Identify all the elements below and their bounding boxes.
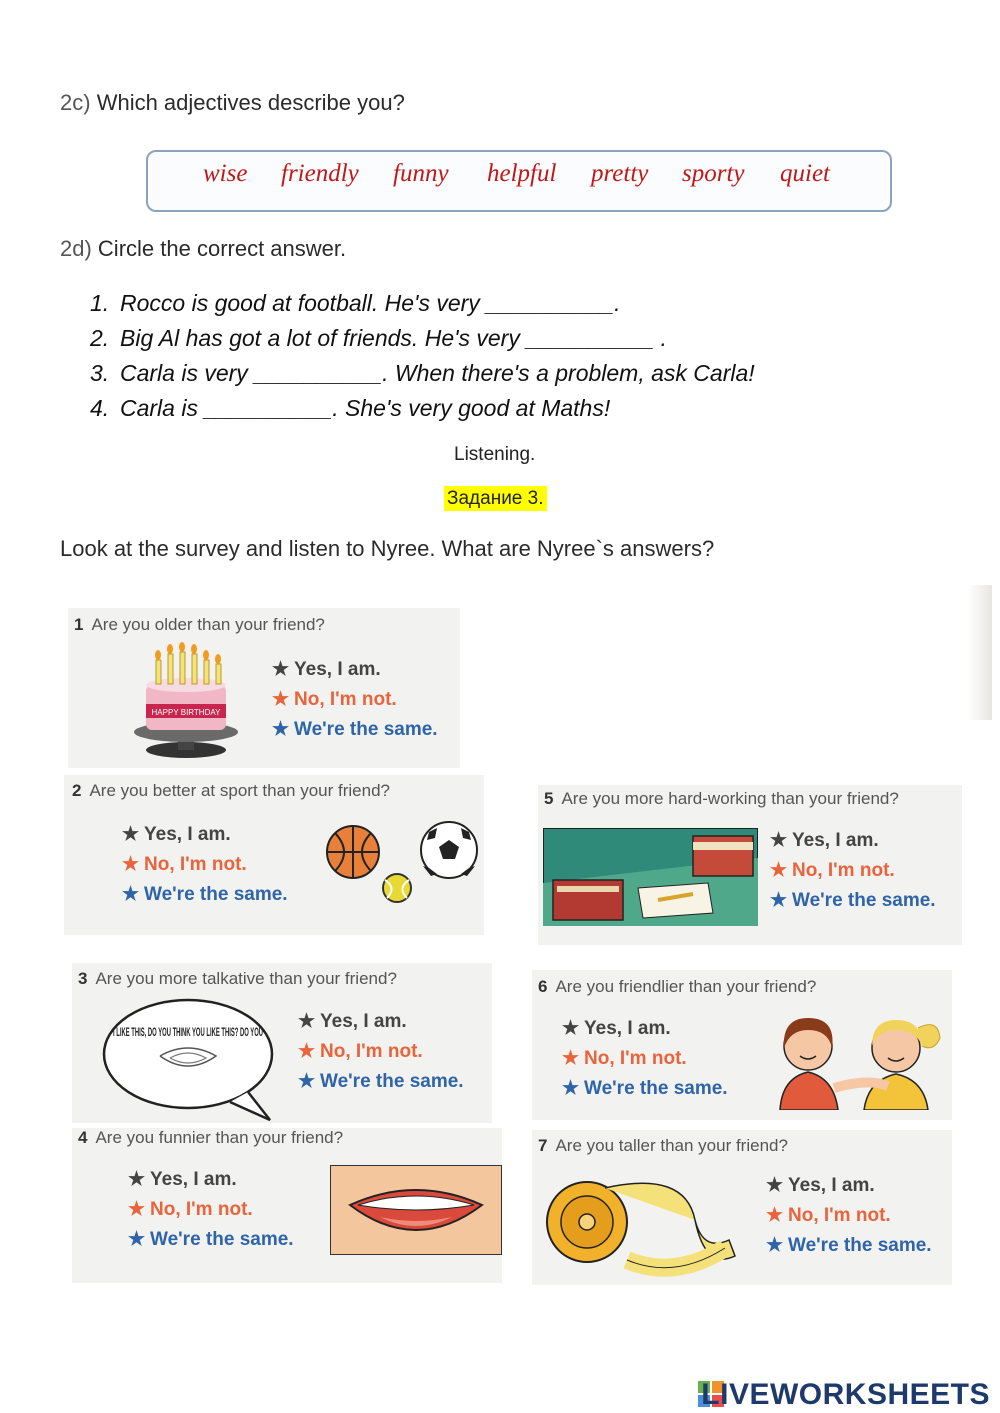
option-yes[interactable]: [128, 1165, 294, 1195]
star-icon: ★: [770, 860, 788, 881]
star-icon: ★: [562, 1048, 580, 1069]
option-label: Yes, I am.: [788, 1175, 875, 1196]
star-icon: ★: [272, 689, 290, 710]
star-icon: ★: [298, 1011, 316, 1032]
survey-options-5: [770, 826, 936, 916]
option-label: Yes, I am.: [144, 824, 231, 845]
birthday-cake-illustration: [128, 640, 248, 768]
star-icon: ★: [128, 1229, 146, 1250]
option-label: No, I'm not.: [294, 689, 397, 710]
option-label: Yes, I am.: [584, 1018, 671, 1039]
option-no[interactable]: [562, 1044, 728, 1074]
section-2d-number: 2d): [60, 236, 92, 261]
star-icon: ★: [562, 1078, 580, 1099]
survey-question-7: [538, 1136, 788, 1156]
question-text[interactable]: Carla is very __________. When there's a problem, ask Carla!: [120, 360, 755, 386]
survey-options-1: [272, 655, 438, 745]
task-label: [444, 488, 547, 510]
survey-question-text: Are you more hard-working than your friend?: [561, 789, 899, 808]
option-no[interactable]: [128, 1195, 294, 1225]
option-same[interactable]: [122, 880, 288, 910]
survey-question-2: [72, 781, 390, 801]
option-yes[interactable]: [562, 1014, 728, 1044]
survey-question-text: Are you funnier than your friend?: [95, 1128, 344, 1147]
question-text[interactable]: Big Al has got a lot of friends. He's very __________ .: [120, 325, 667, 351]
option-label: Yes, I am.: [792, 830, 879, 851]
survey-question-3: [78, 969, 397, 989]
desk-books-illustration: [543, 828, 758, 926]
star-icon: ★: [766, 1235, 784, 1256]
star-icon: ★: [272, 719, 290, 740]
star-icon: ★: [766, 1205, 784, 1226]
adjective-word[interactable]: quiet: [780, 160, 830, 187]
option-yes[interactable]: [122, 820, 288, 850]
option-label: We're the same.: [792, 890, 936, 911]
option-yes[interactable]: [272, 655, 438, 685]
friends-illustration: [768, 1008, 950, 1110]
option-same[interactable]: [770, 886, 936, 916]
option-no[interactable]: [122, 850, 288, 880]
survey-question-1: [74, 615, 325, 635]
question-item: [90, 395, 610, 422]
star-icon: ★: [770, 890, 788, 911]
option-label: We're the same.: [320, 1071, 464, 1092]
option-label: No, I'm not.: [792, 860, 895, 881]
question-number: 3.: [90, 360, 110, 386]
survey-options-7: [766, 1171, 932, 1261]
section-2c-prompt: Which adjectives describe you?: [96, 90, 405, 115]
option-no[interactable]: [298, 1037, 464, 1067]
option-label: No, I'm not.: [150, 1199, 253, 1220]
option-same[interactable]: [562, 1074, 728, 1104]
speech-bubble-illustration: [100, 996, 280, 1124]
question-item: [90, 360, 755, 387]
page-edge-shadow: [968, 585, 992, 720]
survey-number: 7: [538, 1136, 548, 1155]
question-text[interactable]: Carla is __________. She's very good at Maths!: [120, 395, 611, 421]
star-icon: ★: [272, 659, 290, 680]
star-icon: ★: [770, 830, 788, 851]
option-label: We're the same.: [150, 1229, 294, 1250]
option-no[interactable]: [766, 1201, 932, 1231]
option-label: We're the same.: [788, 1235, 932, 1256]
adjective-word[interactable]: friendly: [281, 160, 359, 187]
question-text[interactable]: Rocco is good at football. He's very __________.: [120, 290, 621, 316]
star-icon: ★: [298, 1041, 316, 1062]
question-number: 2.: [90, 325, 110, 351]
survey-number: 6: [538, 977, 548, 996]
section-2d-prompt: Circle the correct answer.: [97, 236, 347, 261]
question-number: 1.: [90, 290, 110, 316]
star-icon: ★: [766, 1175, 784, 1196]
option-yes[interactable]: [766, 1171, 932, 1201]
option-no[interactable]: [770, 856, 936, 886]
option-no[interactable]: [272, 685, 438, 715]
survey-question-5: [544, 789, 899, 809]
survey-question-6: [538, 977, 816, 997]
survey-number: 2: [72, 781, 82, 800]
tape-measure-illustration: [545, 1160, 745, 1285]
option-label: No, I'm not.: [788, 1205, 891, 1226]
brand-name[interactable]: LIVEWORKSHEETS: [701, 1378, 990, 1411]
adjective-word[interactable]: wise: [203, 160, 248, 187]
adjective-word[interactable]: pretty: [591, 160, 649, 187]
section-2c-number: 2c): [60, 90, 91, 115]
question-item: [90, 290, 621, 317]
bubble-text: I LIKE THIS, DO YOU THINK YOU LIKE THIS? DO YOU: [113, 1025, 263, 1039]
option-label: Yes, I am.: [320, 1011, 407, 1032]
survey-question-text: Are you more talkative than your friend?: [95, 969, 397, 988]
section-2c-heading: [60, 90, 405, 116]
star-icon: ★: [122, 884, 140, 905]
listening-instruction: Look at the survey and listen to Nyree. What are Nyree`s answers?: [60, 536, 715, 561]
survey-number: 4: [78, 1128, 88, 1147]
listening-title: Listening.: [454, 444, 536, 465]
option-label: No, I'm not.: [320, 1041, 423, 1062]
survey-options-2: [122, 820, 288, 910]
option-label: We're the same.: [144, 884, 288, 905]
survey-number: 5: [544, 789, 554, 808]
question-number: 4.: [90, 395, 110, 421]
option-label: Yes, I am.: [150, 1169, 237, 1190]
option-same[interactable]: [766, 1231, 932, 1261]
sport-balls-illustration: [325, 818, 485, 908]
option-label: No, I'm not.: [144, 854, 247, 875]
option-label: We're the same.: [584, 1078, 728, 1099]
option-yes[interactable]: [298, 1007, 464, 1037]
survey-question-text: Are you taller than your friend?: [555, 1136, 788, 1155]
survey-number: 3: [78, 969, 88, 988]
option-label: We're the same.: [294, 719, 438, 740]
adjective-word[interactable]: sporty: [682, 160, 745, 187]
star-icon: ★: [128, 1169, 146, 1190]
star-icon: ★: [128, 1199, 146, 1220]
survey-number: 1: [74, 615, 84, 634]
option-same[interactable]: [298, 1067, 464, 1097]
task-highlight: Задание 3.: [444, 486, 547, 511]
option-same[interactable]: [128, 1225, 294, 1255]
question-item: [90, 325, 667, 352]
section-2d-heading: [60, 236, 346, 262]
star-icon: ★: [562, 1018, 580, 1039]
survey-options-3: [298, 1007, 464, 1097]
option-label: No, I'm not.: [584, 1048, 687, 1069]
cake-text: HAPPY BIRTHDAY: [151, 708, 221, 717]
survey-options-4: [128, 1165, 294, 1255]
option-yes[interactable]: [770, 826, 936, 856]
option-label: Yes, I am.: [294, 659, 381, 680]
adjective-word[interactable]: funny: [393, 160, 449, 187]
survey-question-text: Are you friendlier than your friend?: [555, 977, 817, 996]
survey-question-text: Are you older than your friend?: [91, 615, 325, 634]
survey-options-6: [562, 1014, 728, 1104]
star-icon: ★: [122, 824, 140, 845]
star-icon: ★: [122, 854, 140, 875]
option-same[interactable]: [272, 715, 438, 745]
survey-question-text: Are you better at sport than your friend?: [89, 781, 390, 800]
survey-question-4: [78, 1128, 343, 1148]
adjective-word[interactable]: helpful: [487, 160, 557, 187]
smiling-mouth-illustration: [330, 1165, 502, 1255]
star-icon: ★: [298, 1071, 316, 1092]
